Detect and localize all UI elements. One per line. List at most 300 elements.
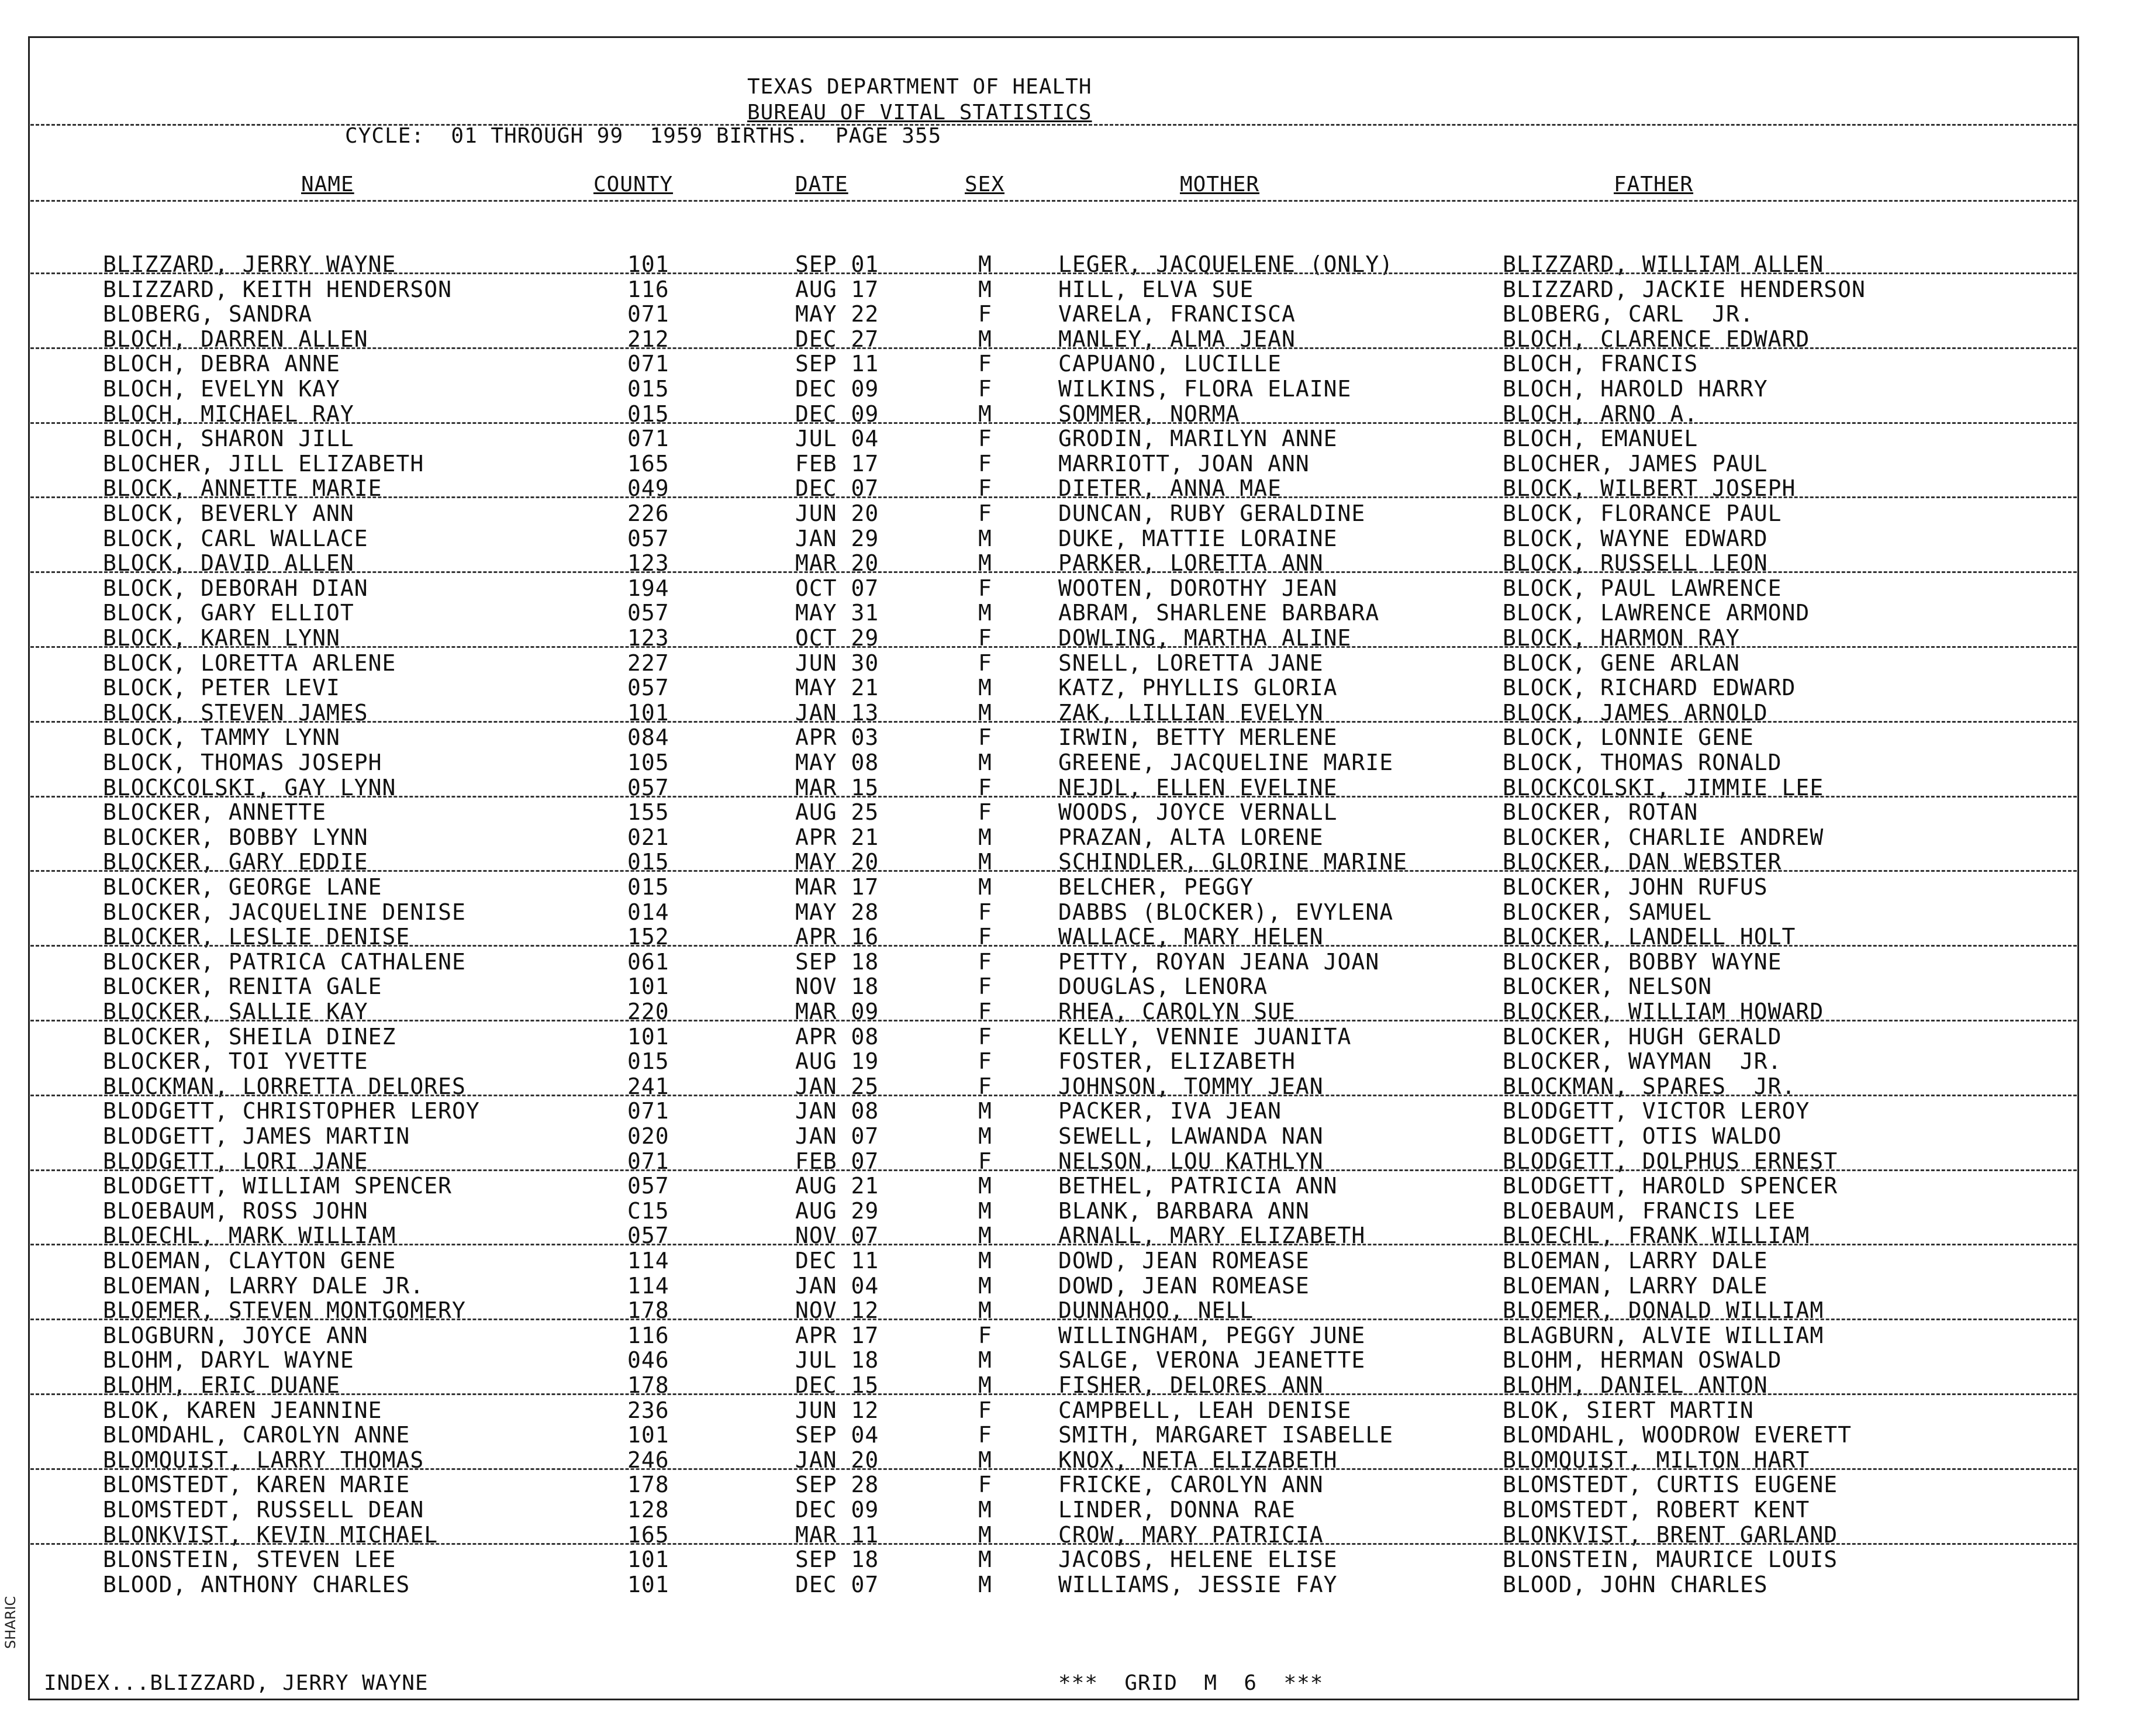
cell-sex: M [978, 1372, 992, 1398]
cell-sex: M [978, 1098, 992, 1124]
cell-sex: F [978, 899, 992, 925]
column-header-name: NAME [301, 172, 354, 196]
cell-date: DEC 09 [795, 1497, 879, 1523]
cell-sex: M [978, 326, 992, 352]
cell-sex: M [978, 1547, 992, 1572]
cell-county: 021 [627, 824, 669, 850]
row-group-rule [30, 646, 2077, 648]
cell-date: AUG 17 [795, 277, 879, 302]
cell-county: 128 [627, 1497, 669, 1523]
cell-mother: JOHNSON, TOMMY JEAN [1058, 1074, 1324, 1099]
cell-mother: PACKER, IVA JEAN [1058, 1098, 1282, 1124]
cell-father: BLOMSTEDT, CURTIS EUGENE [1503, 1472, 1838, 1497]
table-row [0, 750, 2137, 774]
cell-date: AUG 21 [795, 1173, 879, 1199]
cell-sex: M [978, 874, 992, 900]
cell-father: BLOHM, DANIEL ANTON [1503, 1372, 1768, 1398]
cell-date: MAR 20 [795, 550, 879, 576]
cell-name: BLOCKER, RENITA GALE [103, 974, 382, 999]
cell-date: MAR 11 [795, 1522, 879, 1548]
cell-mother: IRWIN, BETTY MERLENE [1058, 724, 1338, 750]
cell-father: BLOECHL, FRANK WILLIAM [1503, 1223, 1810, 1248]
cell-father: BLONKVIST, BRENT GARLAND [1503, 1522, 1838, 1548]
cell-sex: M [978, 1273, 992, 1299]
cell-county: 057 [627, 526, 669, 551]
cell-mother: JACOBS, HELENE ELISE [1058, 1547, 1338, 1572]
cell-mother: DABBS (BLOCKER), EVYLENA [1058, 899, 1394, 925]
row-group-rule [30, 1020, 2077, 1021]
table-row [0, 1397, 2137, 1422]
row-group-rule [30, 1095, 2077, 1096]
cell-date: JUN 30 [795, 650, 879, 676]
cell-father: BLOCK, PAUL LAWRENCE [1503, 575, 1782, 601]
cell-county: 116 [627, 1323, 669, 1348]
cell-name: BLOCKER, SHEILA DINEZ [103, 1024, 396, 1050]
row-group-rule [30, 945, 2077, 947]
cell-name: BLOBERG, SANDRA [103, 301, 313, 327]
cell-date: MAY 21 [795, 675, 879, 700]
cell-father: BLOEMER, DONALD WILLIAM [1503, 1297, 1824, 1323]
cell-date: APR 16 [795, 924, 879, 950]
cell-county: 057 [627, 600, 669, 626]
cell-sex: F [978, 475, 992, 501]
cell-mother: MANLEY, ALMA JEAN [1058, 326, 1296, 352]
header-bureau: BUREAU OF VITAL STATISTICS [747, 101, 1092, 125]
table-row [0, 1198, 2137, 1223]
cell-county: 236 [627, 1397, 669, 1423]
cell-sex: F [978, 775, 992, 800]
cell-date: JAN 20 [795, 1447, 879, 1473]
row-group-rule [30, 422, 2077, 424]
cell-father: BLODGETT, VICTOR LEROY [1503, 1098, 1810, 1124]
cell-name: BLOEMAN, LARRY DALE JR. [103, 1273, 424, 1299]
table-row [0, 1048, 2137, 1073]
cell-father: BLOCK, RICHARD EDWARD [1503, 675, 1796, 700]
cell-name: BLOMQUIST, LARRY THOMAS [103, 1447, 424, 1473]
cell-mother: DOWD, JEAN ROMEASE [1058, 1248, 1310, 1273]
cell-date: DEC 09 [795, 401, 879, 427]
cell-name: BLOCK, DAVID ALLEN [103, 550, 354, 576]
cell-county: 101 [627, 700, 669, 726]
cell-father: BLIZZARD, JACKIE HENDERSON [1503, 277, 1866, 302]
cell-date: SEP 11 [795, 351, 879, 377]
cell-sex: F [978, 650, 992, 676]
cell-county: 057 [627, 775, 669, 800]
table-row [0, 526, 2137, 550]
cell-father: BLOCKER, WILLIAM HOWARD [1503, 999, 1824, 1024]
row-group-rule [30, 496, 2077, 498]
cell-name: BLOHM, ERIC DUANE [103, 1372, 340, 1398]
cell-sex: M [978, 1248, 992, 1273]
cell-county: 015 [627, 401, 669, 427]
cell-name: BLOCKER, SALLIE KAY [103, 999, 368, 1024]
table-row [0, 1323, 2137, 1347]
cell-sex: M [978, 1347, 992, 1373]
cell-name: BLOCH, DEBRA ANNE [103, 351, 340, 377]
row-group-rule [30, 796, 2077, 798]
cell-date: AUG 19 [795, 1048, 879, 1074]
cell-mother: WILKINS, FLORA ELAINE [1058, 376, 1352, 402]
cell-sex: F [978, 501, 992, 526]
cell-sex: F [978, 451, 992, 477]
cell-county: 101 [627, 1422, 669, 1448]
cell-mother: ABRAM, SHARLENE BARBARA [1058, 600, 1380, 626]
cell-name: BLOCK, STEVEN JAMES [103, 700, 368, 726]
table-row [0, 1422, 2137, 1447]
cell-county: 123 [627, 625, 669, 651]
row-group-rule [30, 347, 2077, 349]
table-row [0, 1173, 2137, 1197]
cell-name: BLOOD, ANTHONY CHARLES [103, 1572, 410, 1597]
cell-mother: WOOTEN, DOROTHY JEAN [1058, 575, 1338, 601]
cell-date: MAR 15 [795, 775, 879, 800]
cell-sex: F [978, 1048, 992, 1074]
cell-county: 155 [627, 799, 669, 825]
cell-county: 046 [627, 1347, 669, 1373]
cell-mother: NEJDL, ELLEN EVELINE [1058, 775, 1338, 800]
cell-mother: DIETER, ANNA MAE [1058, 475, 1282, 501]
cell-sex: F [978, 974, 992, 999]
cell-father: BLOCKER, SAMUEL [1503, 899, 1713, 925]
table-row [0, 351, 2137, 375]
cell-father: BLOMQUIST, MILTON HART [1503, 1447, 1810, 1473]
cell-father: BLOK, SIERT MARTIN [1503, 1397, 1754, 1423]
cell-sex: M [978, 277, 992, 302]
cell-county: 246 [627, 1447, 669, 1473]
cell-mother: HILL, ELVA SUE [1058, 277, 1254, 302]
cell-father: BLOCH, ARNO A. [1503, 401, 1698, 427]
cell-mother: DOWD, JEAN ROMEASE [1058, 1273, 1310, 1299]
cell-county: 057 [627, 675, 669, 700]
cell-name: BLOK, KAREN JEANNINE [103, 1397, 382, 1423]
cell-sex: M [978, 526, 992, 551]
cell-county: 015 [627, 1048, 669, 1074]
table-row [0, 301, 2137, 326]
cell-date: JAN 13 [795, 700, 879, 726]
row-group-rule [30, 1543, 2077, 1545]
cell-father: BLONSTEIN, MAURICE LOUIS [1503, 1547, 1838, 1572]
cell-father: BLOMSTEDT, ROBERT KENT [1503, 1497, 1810, 1523]
cell-county: 014 [627, 899, 669, 925]
column-header-mother: MOTHER [1180, 172, 1260, 196]
table-row [0, 799, 2137, 824]
cell-date: NOV 12 [795, 1297, 879, 1323]
cell-mother: KELLY, VENNIE JUANITA [1058, 1024, 1352, 1050]
cell-name: BLOCH, EVELYN KAY [103, 376, 340, 402]
cell-county: 084 [627, 724, 669, 750]
table-row [0, 1098, 2137, 1123]
cell-date: DEC 09 [795, 376, 879, 402]
cell-father: BLOCK, HARMON RAY [1503, 625, 1740, 651]
row-group-rule [30, 870, 2077, 872]
cell-county: 241 [627, 1074, 669, 1099]
cell-sex: M [978, 1522, 992, 1548]
table-row [0, 1572, 2137, 1596]
cell-name: BLOCKCOLSKI, GAY LYNN [103, 775, 396, 800]
cell-name: BLOMSTEDT, RUSSELL DEAN [103, 1497, 424, 1523]
cell-father: BLOEBAUM, FRANCIS LEE [1503, 1198, 1796, 1224]
cell-date: DEC 07 [795, 475, 879, 501]
cell-sex: M [978, 750, 992, 775]
cell-date: AUG 25 [795, 799, 879, 825]
cell-sex: F [978, 799, 992, 825]
cell-mother: DOUGLAS, LENORA [1058, 974, 1268, 999]
cell-county: 165 [627, 451, 669, 477]
cell-mother: ARNALL, MARY ELIZABETH [1058, 1223, 1366, 1248]
cell-sex: F [978, 1074, 992, 1099]
cell-name: BLOCKER, ANNETTE [103, 799, 327, 825]
header-department: TEXAS DEPARTMENT OF HEALTH [747, 75, 1092, 99]
cell-date: APR 03 [795, 724, 879, 750]
cell-father: BLOCK, WAYNE EDWARD [1503, 526, 1768, 551]
cell-county: 061 [627, 949, 669, 975]
cell-date: OCT 07 [795, 575, 879, 601]
cell-mother: SOMMER, NORMA [1058, 401, 1240, 427]
cell-name: BLOEMER, STEVEN MONTGOMERY [103, 1297, 466, 1323]
cell-mother: WOODS, JOYCE VERNALL [1058, 799, 1338, 825]
cell-mother: PRAZAN, ALTA LORENE [1058, 824, 1324, 850]
cell-county: 178 [627, 1372, 669, 1398]
cell-father: BLOCK, THOMAS RONALD [1503, 750, 1782, 775]
cell-sex: F [978, 351, 992, 377]
column-header-county: COUNTY [593, 172, 674, 196]
cell-sex: F [978, 625, 992, 651]
cell-mother: SCHINDLER, GLORINE MARINE [1058, 849, 1407, 875]
cell-name: BLOHM, DARYL WAYNE [103, 1347, 354, 1373]
cell-father: BLOCH, HAROLD HARRY [1503, 376, 1768, 402]
row-group-rule [30, 1244, 2077, 1245]
cell-name: BLOMDAHL, CAROLYN ANNE [103, 1422, 410, 1448]
cell-date: SEP 18 [795, 1547, 879, 1572]
cell-county: 101 [627, 1547, 669, 1572]
cell-father: BLODGETT, DOLPHUS ERNEST [1503, 1148, 1838, 1174]
cell-father: BLOCK, JAMES ARNOLD [1503, 700, 1768, 726]
cell-father: BLOCKER, BOBBY WAYNE [1503, 949, 1782, 975]
table-row [0, 1547, 2137, 1571]
row-group-rule [30, 1319, 2077, 1320]
cell-mother: GRODIN, MARILYN ANNE [1058, 426, 1338, 451]
cell-date: FEB 17 [795, 451, 879, 477]
cell-mother: CAPUANO, LUCILLE [1058, 351, 1282, 377]
cell-father: BLOCK, FLORANCE PAUL [1503, 501, 1782, 526]
table-row [0, 1497, 2137, 1521]
cell-mother: WILLIAMS, JESSIE FAY [1058, 1572, 1338, 1597]
cell-date: DEC 15 [795, 1372, 879, 1398]
cell-sex: F [978, 724, 992, 750]
cell-mother: DUKE, MATTIE LORAINE [1058, 526, 1338, 551]
table-row [0, 824, 2137, 849]
cell-county: C15 [627, 1198, 669, 1224]
cell-father: BLOCH, CLARENCE EDWARD [1503, 326, 1810, 352]
cell-name: BLOCK, ANNETTE MARIE [103, 475, 382, 501]
cell-mother: CROW, MARY PATRICIA [1058, 1522, 1324, 1548]
cell-name: BLOCK, DEBORAH DIAN [103, 575, 368, 601]
cell-sex: F [978, 1148, 992, 1174]
cell-date: APR 21 [795, 824, 879, 850]
cell-name: BLOEBAUM, ROSS JOHN [103, 1198, 368, 1224]
cell-mother: GREENE, JACQUELINE MARIE [1058, 750, 1394, 775]
cell-mother: DUNCAN, RUBY GERALDINE [1058, 501, 1366, 526]
cell-date: NOV 18 [795, 974, 879, 999]
cell-county: 226 [627, 501, 669, 526]
cell-date: JUN 20 [795, 501, 879, 526]
table-row [0, 575, 2137, 600]
cell-county: 049 [627, 475, 669, 501]
cell-father: BLOBERG, CARL JR. [1503, 301, 1754, 327]
cell-name: BLODGETT, WILLIAM SPENCER [103, 1173, 452, 1199]
cell-father: BLODGETT, HAROLD SPENCER [1503, 1173, 1838, 1199]
cell-mother: FOSTER, ELIZABETH [1058, 1048, 1296, 1074]
cell-county: 015 [627, 874, 669, 900]
table-row [0, 974, 2137, 998]
cell-mother: BETHEL, PATRICIA ANN [1058, 1173, 1338, 1199]
table-row [0, 501, 2137, 525]
cell-name: BLOCK, GARY ELLIOT [103, 600, 354, 626]
cell-sex: M [978, 824, 992, 850]
cell-mother: FISHER, DELORES ANN [1058, 1372, 1324, 1398]
cell-sex: M [978, 675, 992, 700]
cell-father: BLOCH, FRANCIS [1503, 351, 1698, 377]
cell-name: BLOGBURN, JOYCE ANN [103, 1323, 368, 1348]
cell-county: 101 [627, 1572, 669, 1597]
cell-county: 015 [627, 849, 669, 875]
cell-name: BLOCKER, GARY EDDIE [103, 849, 368, 875]
cell-sex: M [978, 1297, 992, 1323]
cell-father: BLOCK, RUSSELL LEON [1503, 550, 1768, 576]
cell-mother: SNELL, LORETTA JANE [1058, 650, 1324, 676]
cell-county: 057 [627, 1223, 669, 1248]
cell-father: BLOCK, GENE ARLAN [1503, 650, 1740, 676]
cell-county: 071 [627, 1148, 669, 1174]
cell-father: BLOCKER, CHARLIE ANDREW [1503, 824, 1824, 850]
column-header-father: FATHER [1614, 172, 1694, 196]
table-row [0, 426, 2137, 450]
cell-county: 071 [627, 1098, 669, 1124]
cell-date: MAY 28 [795, 899, 879, 925]
cell-father: BLOCKER, HUGH GERALD [1503, 1024, 1782, 1050]
cell-county: 071 [627, 426, 669, 451]
cell-name: BLODGETT, JAMES MARTIN [103, 1123, 410, 1149]
cell-date: APR 08 [795, 1024, 879, 1050]
cell-father: BLOCKCOLSKI, JIMMIE LEE [1503, 775, 1824, 800]
table-row [0, 724, 2137, 749]
cell-date: JAN 29 [795, 526, 879, 551]
cell-county: 194 [627, 575, 669, 601]
cell-father: BLIZZARD, WILLIAM ALLEN [1503, 251, 1824, 277]
cell-father: BLOEMAN, LARRY DALE [1503, 1273, 1768, 1299]
cell-sex: M [978, 401, 992, 427]
cell-county: 020 [627, 1123, 669, 1149]
cell-mother: KATZ, PHYLLIS GLORIA [1058, 675, 1338, 700]
cell-county: 123 [627, 550, 669, 576]
cell-county: 101 [627, 251, 669, 277]
side-label: SHARIC [2, 1596, 19, 1649]
cell-date: JUL 18 [795, 1347, 879, 1373]
column-header-sex: SEX [965, 172, 1005, 196]
cell-county: 071 [627, 301, 669, 327]
cell-mother: FRICKE, CAROLYN ANN [1058, 1472, 1324, 1497]
cell-name: BLONSTEIN, STEVEN LEE [103, 1547, 396, 1572]
row-group-rule [30, 1468, 2077, 1470]
cell-father: BLOCKER, JOHN RUFUS [1503, 874, 1768, 900]
cell-county: 212 [627, 326, 669, 352]
row-group-rule [30, 721, 2077, 723]
cell-county: 220 [627, 999, 669, 1024]
cell-name: BLOCKMAN, LORRETTA DELORES [103, 1074, 466, 1099]
cell-father: BLAGBURN, ALVIE WILLIAM [1503, 1323, 1824, 1348]
cell-sex: F [978, 1024, 992, 1050]
cell-father: BLOHM, HERMAN OSWALD [1503, 1347, 1782, 1373]
cell-mother: MARRIOTT, JOAN ANN [1058, 451, 1310, 477]
cell-name: BLOEMAN, CLAYTON GENE [103, 1248, 396, 1273]
cell-sex: F [978, 575, 992, 601]
cell-sex: M [978, 1173, 992, 1199]
cell-name: BLOCH, MICHAEL RAY [103, 401, 354, 427]
cell-date: JUN 12 [795, 1397, 879, 1423]
cell-mother: SALGE, VERONA JEANETTE [1058, 1347, 1366, 1373]
cell-name: BLODGETT, CHRISTOPHER LEROY [103, 1098, 480, 1124]
cell-name: BLIZZARD, KEITH HENDERSON [103, 277, 452, 302]
cell-date: NOV 07 [795, 1223, 879, 1248]
cell-sex: M [978, 1223, 992, 1248]
cell-sex: F [978, 1472, 992, 1497]
cell-county: 057 [627, 1173, 669, 1199]
cell-father: BLODGETT, OTIS WALDO [1503, 1123, 1782, 1149]
cell-name: BLOCK, PETER LEVI [103, 675, 340, 700]
cell-mother: CAMPBELL, LEAH DENISE [1058, 1397, 1352, 1423]
cell-name: BLONKVIST, KEVIN MICHAEL [103, 1522, 439, 1548]
table-row [0, 277, 2137, 301]
cell-sex: M [978, 1123, 992, 1149]
cell-sex: M [978, 550, 992, 576]
cell-mother: BELCHER, PEGGY [1058, 874, 1254, 900]
cell-sex: M [978, 1447, 992, 1473]
cell-date: MAY 22 [795, 301, 879, 327]
cell-name: BLOCKER, JACQUELINE DENISE [103, 899, 466, 925]
cell-name: BLOCK, BEVERLY ANN [103, 501, 354, 526]
cell-sex: M [978, 1572, 992, 1597]
cell-sex: F [978, 301, 992, 327]
cell-county: 178 [627, 1472, 669, 1497]
cell-date: MAY 20 [795, 849, 879, 875]
cell-county: 101 [627, 974, 669, 999]
cell-date: APR 17 [795, 1323, 879, 1348]
cell-county: 015 [627, 376, 669, 402]
cell-sex: F [978, 1323, 992, 1348]
cell-father: BLOCKER, LANDELL HOLT [1503, 924, 1796, 950]
cell-date: SEP 04 [795, 1422, 879, 1448]
cell-name: BLOCKER, TOI YVETTE [103, 1048, 368, 1074]
cell-father: BLOCHER, JAMES PAUL [1503, 451, 1768, 477]
table-row [0, 600, 2137, 624]
cell-name: BLOMSTEDT, KAREN MARIE [103, 1472, 410, 1497]
table-row [0, 1024, 2137, 1048]
cell-date: DEC 27 [795, 326, 879, 352]
cell-name: BLOECHL, MARK WILLIAM [103, 1223, 396, 1248]
cell-county: 227 [627, 650, 669, 676]
cell-sex: F [978, 1397, 992, 1423]
cell-county: 152 [627, 924, 669, 950]
cell-father: BLOCK, LONNIE GENE [1503, 724, 1754, 750]
cell-county: 071 [627, 351, 669, 377]
cell-date: DEC 07 [795, 1572, 879, 1597]
row-group-rule [30, 1393, 2077, 1395]
cell-father: BLOCKER, ROTAN [1503, 799, 1698, 825]
cell-name: BLOCH, DARREN ALLEN [103, 326, 368, 352]
cell-county: 114 [627, 1273, 669, 1299]
cell-mother: PETTY, ROYAN JEANA JOAN [1058, 949, 1380, 975]
cell-sex: M [978, 849, 992, 875]
